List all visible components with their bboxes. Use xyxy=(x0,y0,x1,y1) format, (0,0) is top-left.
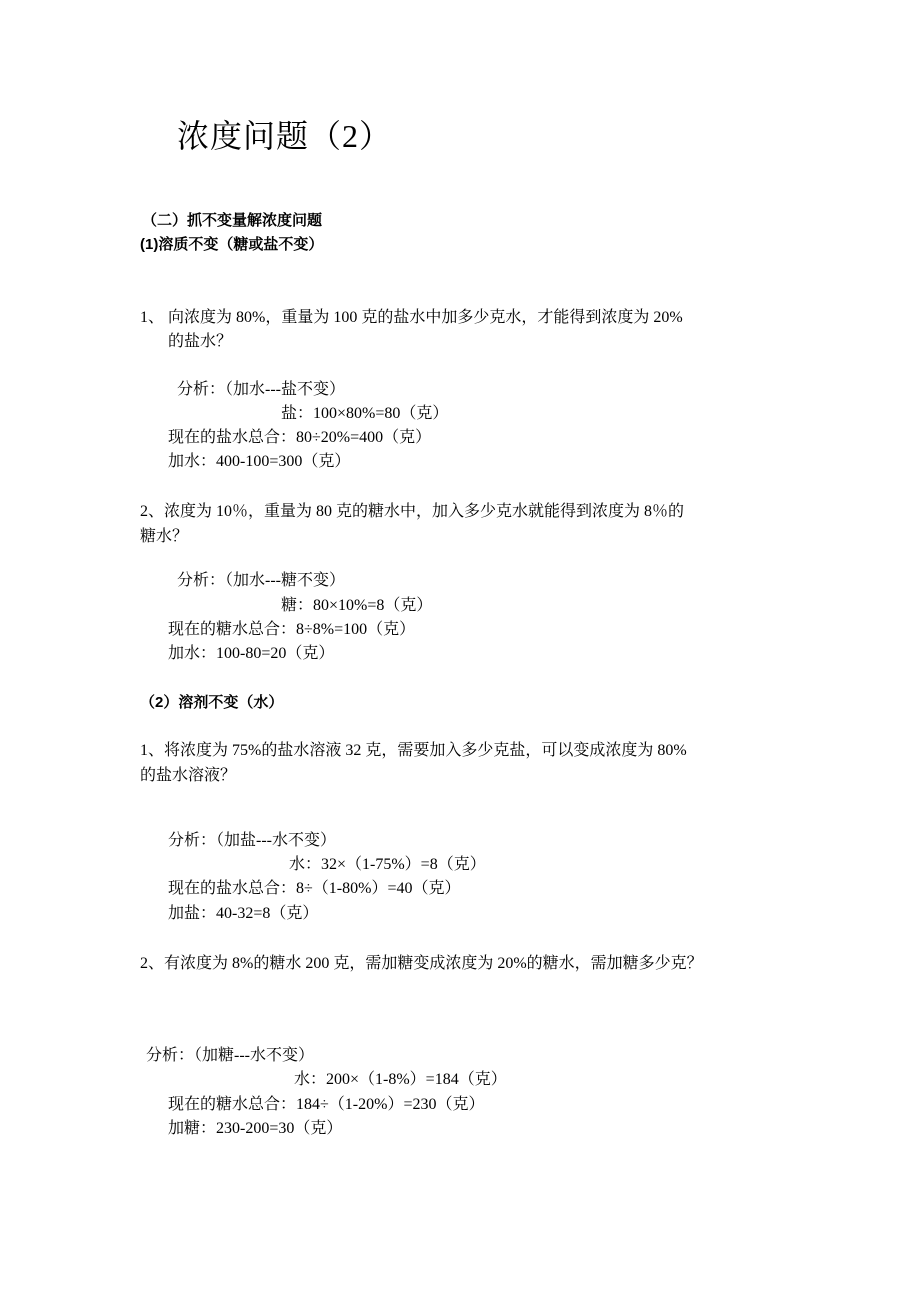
p2-problem1-analysis: 分析：（加盐---水不变） xyxy=(168,832,336,849)
p2-problem1-line1: 1、将浓度为 75%的盐水溶液 32 克，需要加入多少克盐，可以变成浓度为 80% xyxy=(140,742,687,759)
p2-problem1-step2: 现在的盐水总合：8÷（1-80%）=40（克） xyxy=(168,880,461,897)
section-heading: （二）抓不变量解浓度问题 xyxy=(142,212,323,229)
p1-problem2-line1: 2、浓度为 10％，重量为 80 克的糖水中，加入多少克水就能得到浓度为 8％的 xyxy=(140,503,685,520)
p1-problem2-step1: 糖：80×10%=8（克） xyxy=(281,597,433,614)
p2-problem1-step1: 水：32×（1-75%）=8（克） xyxy=(289,856,486,873)
p1-problem2-step2: 现在的糖水总合：8÷8%=100（克） xyxy=(168,621,416,638)
p1-problem1-analysis: 分析：（加水---盐不变） xyxy=(177,381,345,398)
page-title: 浓度问题（2） xyxy=(177,118,393,154)
p1-problem2-analysis: 分析：（加水---糖不变） xyxy=(177,572,345,589)
p1-problem1-step3: 加水：400-100=300（克） xyxy=(168,453,351,470)
part1-heading: (1)溶质不变（糖或盐不变） xyxy=(140,236,324,253)
p1-problem2-line2: 糖水？ xyxy=(140,528,189,545)
p1-problem1-line1: 1、 向浓度为 80%，重量为 100 克的盐水中加多少克水，才能得到浓度为 20% xyxy=(140,309,683,326)
p2-problem1-line2: 的盐水溶液？ xyxy=(140,767,237,784)
p1-problem1-step1: 盐：100×80%=80（克） xyxy=(281,405,449,422)
p2-problem1-step3: 加盐：40-32=8（克） xyxy=(168,905,319,922)
p1-problem1-line2: 的盐水？ xyxy=(168,333,233,350)
p2-problem2-analysis: 分析：（加糖---水不变） xyxy=(146,1047,314,1064)
p1-problem1-step2: 现在的盐水总合：80÷20%=400（克） xyxy=(168,429,432,446)
p2-problem2-step3: 加糖：230-200=30（克） xyxy=(168,1120,343,1137)
part2-heading: （2）溶剂不变（水） xyxy=(140,694,284,711)
p2-problem2-step1: 水：200×（1-8%）=184（克） xyxy=(294,1071,507,1088)
p1-problem2-step3: 加水：100-80=20（克） xyxy=(168,645,335,662)
p2-problem2-step2: 现在的糖水总合：184÷（1-20%）=230（克） xyxy=(168,1096,485,1113)
p2-problem2-line1: 2、有浓度为 8%的糖水 200 克，需加糖变成浓度为 20%的糖水，需加糖多少克？ xyxy=(140,955,703,972)
